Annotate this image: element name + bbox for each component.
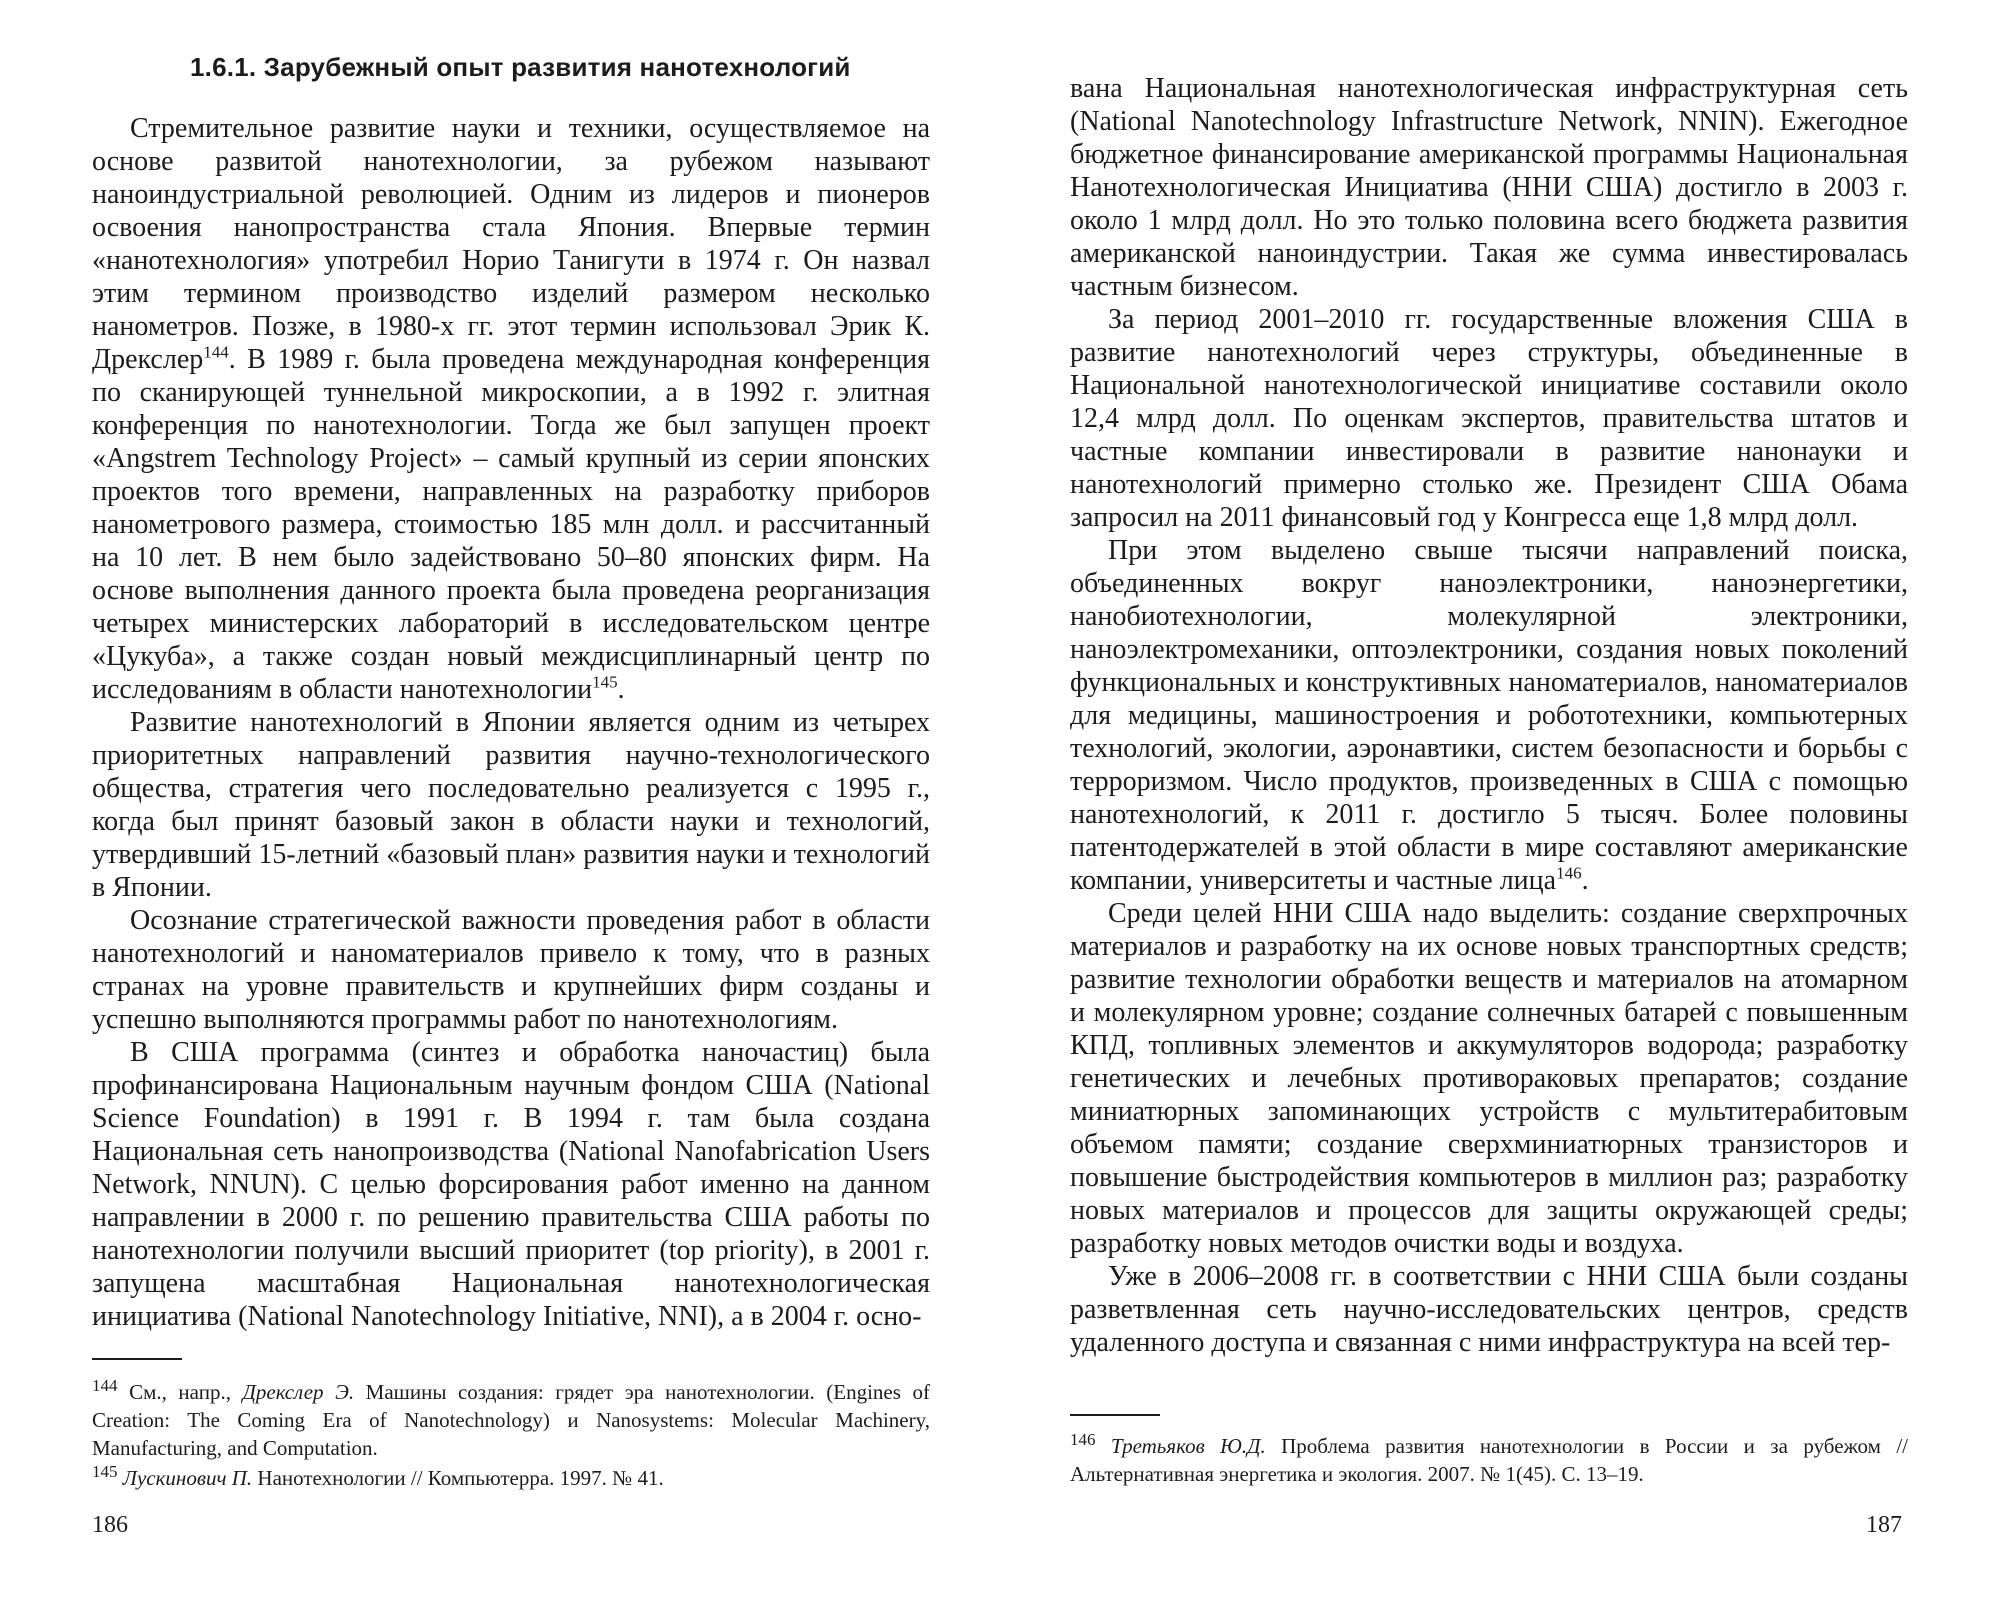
paragraph: Среди целей ННИ США надо выделить: создание сверхпрочных материалов и разработку на их основе новых транспортных средств; развитие технологии обработки веществ и материалов на атомарном и молекулярном уровне; создание солнечных батарей с повышенным КПД, топливных элементов и аккумуляторов водорода; разработку генетических и лечебных противораковых препаратов; создание миниатюрных запоминающих устройств с мультитерабитовым объемом памяти; создание сверхминиатюрных транзисторов и повышение быстродействия компьютеров в миллион раз; разработку новых материалов и процессов для защиты окружающей среды; разработку новых методов очистки воды и воздуха. [1070, 898, 1908, 1259]
footnote-ref: 144 [203, 342, 229, 362]
paragraph: За период 2001–2010 гг. государственные вложения США в развитие нанотехнологий через структуры, объединенные в Национальной нанотехнологической инициативе составили около 12,4 млрд долл. По оценкам экспертов, правительства штатов и частные компании инвестировали в развитие нанонауки и нанотехнологий примерно столько же. Президент США Обама запросил на 2011 финансовый год у Конгресса еще 1,8 млрд долл. [1070, 304, 1908, 533]
footnote-ref: 146 [1556, 863, 1582, 883]
right-page [1000, 0, 2000, 1612]
paragraph: вана Национальная нанотехнологическая инфраструктурная сеть (National Nanotechnology Infrastructure Network, NNIN). Ежегодное бюджетное финансирование американской программы Национальная Нанотехнологическая Инициатива (ННИ США) достигло в 2003 г. около 1 млрд долл. Но это только половина всего бюджета развития американской наноиндустрии. Такая же сумма инвестировалась частным бизнесом. [1070, 73, 1908, 302]
paragraph: Уже в 2006–2008 гг. в соответствии с ННИ США были созданы разветвленная сеть научно-исследовательских центров, средств удаленного доступа и связанная с ними инфраструктура на всей тер- [1070, 1261, 1908, 1358]
right-body-text [1070, 72, 1908, 1359]
paragraph: Осознание стратегической важности проведения работ в области нанотехнологий и наноматериалов привело к тому, что в разных странах на уровне правительств и крупнейших фирм созданы и успешно выполняются программы работ по нанотехнологиям. [92, 905, 930, 1035]
footnote-divider [1070, 1414, 1160, 1416]
left-body-text [92, 112, 930, 1333]
section-heading: 1.6.1. Зарубежный опыт развития нанотехнологий [190, 52, 851, 82]
paragraph: Стремительное развитие науки и техники, осуществляемое на основе развитой нанотехнологии, за рубежом называют наноиндустриальной революцией. Одним из лидеров и пионеров освоения нанопространства стала Япония. Впервые термин «нанотехнология» употребил Норио Танигути в 1974 г. Он назвал этим термином производство изделий размером несколько нанометров. Позже, в 1980-х гг. этот термин использовал Эрик К. Дрекслер$^{144}$. В 1989 г. была проведена международная конференция по сканирующей туннельной микроскопии, а в 1992 г. элитная конференция по нанотехнологии. Тогда же был запущен проект «Angstrem Technology Project» – самый крупный из серии японских проектов того времени, направленных на разработку приборов нанометрового размера, стоимостью 185 млн долл. и рассчитанный на 10 лет. В нем было задействовано 50–80 японских фирм. На основе выполнения данного проекта была проведена реорганизация четырех министерских лабораторий в исследовательском центре «Цукуба», а также создан новый междисциплинарный центр по исследованиям в области нанотехнологии$^{145}$. [92, 113, 930, 705]
right-footnotes [1070, 1432, 1908, 1490]
paragraph: При этом выделено свыше тысячи направлений поиска, объединенных вокруг наноэлектроники, наноэнергетики, нанобиотехнологии, молекулярной электроники, наноэлектромеханики, оптоэлектроники, создания новых поколений функциональных и конструктивных наноматериалов, наноматериалов для медицины, машиностроения и робототехники, компьютерных технологий, экологии, аэронавтики, систем безопасности и борьбы с терроризмом. Число продуктов, произведенных в США с помощью нанотехнологий, к 2011 г. достигло 5 тысяч. Более половины патентодержателей в этой области в мире составляют американские компании, университеты и частные лица$^{146}$. [1070, 535, 1908, 896]
left-footnotes [92, 1378, 930, 1494]
page-number: 186 [92, 1512, 128, 1538]
footnote-divider [92, 1358, 182, 1360]
footnote-ref: 145 [592, 672, 618, 692]
paragraph: В США программа (синтез и обработка наночастиц) была профинансирована Национальным научным фондом США (National Science Foundation) в 1991 г. В 1994 г. там была создана Национальная сеть нанопроизводства (National Nanofabrication Users Network, NNUN). С целью форсирования работ именно на данном направлении в 2000 г. по решению правительства США работы по нанотехнологии получили высший приоритет (top priority), в 2001 г. запущена масштабная Национальная нанотехнологическая инициатива (National Nanotechnology Initiative, NNI), а в 2004 г. осно- [92, 1037, 930, 1332]
paragraph: Развитие нанотехнологий в Японии является одним из четырех приоритетных направлений развития научно-технологического общества, стратегия чего последовательно реализуется с 1995 г., когда был принят базовый закон в области науки и технологий, утвердивший 15-летний «базовый план» развития науки и технологий в Японии. [92, 707, 930, 903]
footnote: $^{145}$ Лускинович П. Нанотехнологии // Компьютерра. 1997. № 41. [92, 1462, 664, 1490]
footnote: $^{146}$ Третьяков Ю.Д. Проблема развития нанотехнологии в России и за рубежом // Альтернативная энергетика и экология. 2007. № 1(45). С. 13–19. [1070, 1430, 1908, 1486]
page-number: 187 [1866, 1512, 1902, 1538]
footnote: $^{144}$ См., напр., Дрекслер Э. Машины создания: грядет эра нанотехнологии. (Engines of Creation: The Coming Era of Nanotechnology) и Nanosystems: Molecular Machinery, Manufacturing, and Computation. [92, 1376, 930, 1460]
